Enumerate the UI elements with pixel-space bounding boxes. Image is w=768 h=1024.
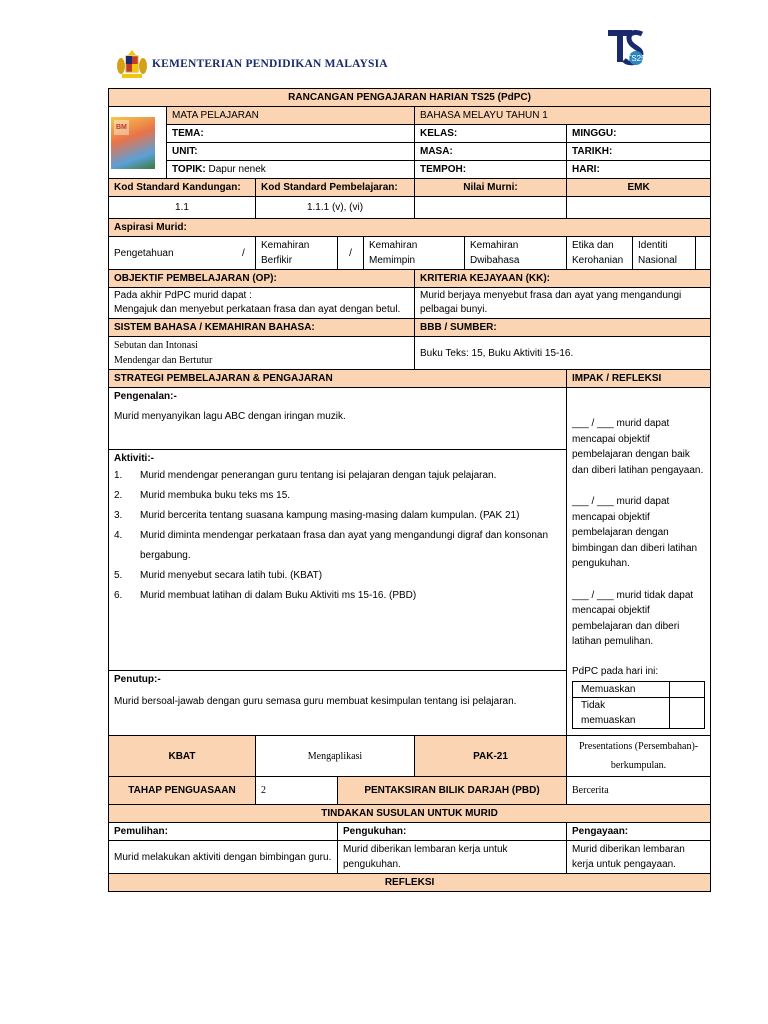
list-item: 5. Murid menyebut secara latih tubi. (KBAT) (114, 569, 323, 581)
topik-cell (167, 161, 415, 179)
nilai-murni-value (415, 197, 567, 219)
aspirasi-etika: Etika dan Kerohanian (567, 237, 633, 270)
list-item: 1. Murid mendengar penerangan guru tentang isi pelajaran dengan tajuk pelajaran. (114, 469, 497, 481)
tidak-memuaskan-checkbox[interactable] (670, 698, 705, 729)
impak-cell (567, 388, 711, 736)
objektif-label: OBJEKTIF PEMBELAJARAN (OP): (109, 270, 415, 288)
pemulihan-text: Murid melakukan aktiviti dengan bimbingan guru. (109, 841, 338, 874)
list-item: 6. Murid membuat latihan di dalam Buku Aktiviti ms 15-16. (PBD) (114, 589, 417, 601)
pengenalan-cell (109, 388, 567, 450)
aktiviti-cell (109, 449, 567, 671)
kod-pembelajaran-label: Kod Standard Pembelajaran: (256, 179, 415, 197)
objektif-line2: Mengajuk dan menyebut perkataan frasa dan ayat dengan betul. (114, 304, 401, 315)
mata-pelajaran-label: MATA PELAJARAN (167, 107, 415, 125)
objektif-line1: Pada akhir PdPC murid dapat : (114, 290, 252, 301)
kriteria-text: Murid berjaya menyebut frasa dan ayat yang mengandungi pelbagai bunyi. (415, 288, 711, 319)
tempoh-label: TEMPOH: (415, 161, 567, 179)
aspirasi-label: Aspirasi Murid: (109, 219, 711, 237)
pbd-label: PENTAKSIRAN BILIK DARJAH (PBD) (338, 777, 567, 805)
cover-cell (109, 107, 167, 179)
impak-baik: ___ / ___ murid dapat mencapai objektif pembelajaran dengan baik dan diberi latihan pengayaan. (572, 418, 704, 476)
pengenalan-text: Murid menyanyikan lagu ABC dengan iringan muzik. (114, 411, 346, 422)
aktiviti-list (114, 466, 561, 606)
sistem-line2: Mendengar dan Bertutur (114, 355, 213, 366)
list-item: 4. Murid diminta mendengar perkataan frasa dan ayat yang mengandungi digraf dan konsonan bergabung. (114, 529, 549, 561)
aktiviti-label: Aktiviti:- (114, 452, 154, 464)
penutup-cell (109, 671, 567, 736)
aspirasi-identiti: Identiti Nasional (633, 237, 696, 270)
cover-label: BM (114, 120, 129, 135)
ts25-logo-text: TS25 (626, 54, 646, 63)
pak21-label: PAK-21 (415, 736, 567, 777)
topik-label: TOPIK: (172, 164, 206, 175)
aspirasi-pengetahuan: Pengetahuan (109, 237, 256, 270)
kbat-label: KBAT (109, 736, 256, 777)
ts25-logo-icon (598, 22, 650, 74)
objektif-text (109, 288, 415, 319)
nilai-murni-label: Nilai Murni: (415, 179, 567, 197)
pemulihan-label: Pemulihan: (109, 823, 338, 841)
minggu-label: MINGGU: (567, 125, 711, 143)
emk-value (567, 197, 711, 219)
aspirasi-berfikir-mark: / (338, 237, 364, 270)
sistem-bahasa-label: SISTEM BAHASA / KEMAHIRAN BAHASA: (109, 319, 415, 337)
page-title: RANCANGAN PENGAJARAN HARIAN TS25 (PdPC) (109, 89, 711, 107)
emk-label: EMK (567, 179, 711, 197)
sistem-line1: Sebutan dan Intonasi (114, 340, 198, 351)
aspirasi-identiti-mark (696, 237, 711, 270)
impak-pemulihan: ___ / ___ murid tidak dapat mencapai objektif pembelajaran dan diberi latihan pemulihan. (572, 589, 694, 647)
pak21-value: Presentations (Persembahan)- berkumpulan. (567, 736, 711, 777)
kod-pembelajaran-value: 1.1.1 (v), (vi) (256, 197, 415, 219)
malaysia-crest-icon (116, 50, 148, 80)
pbd-value: Bercerita (567, 777, 711, 805)
kod-kandungan-value: 1.1 (109, 197, 256, 219)
tidak-memuaskan-option[interactable]: Tidak memuaskan (573, 698, 670, 729)
list-item: 2. Murid membuka buku teks ms 15. (114, 489, 291, 501)
tindakan-label: TINDAKAN SUSULAN UNTUK MURID (109, 805, 711, 823)
sistem-bahasa-text (109, 337, 415, 370)
impak-label: IMPAK / REFLEKSI (567, 370, 711, 388)
strategi-label: STRATEGI PEMBELAJARAN & PENGAJARAN (109, 370, 567, 388)
tema-label: TEMA: (167, 125, 415, 143)
tahap-value: 2 (256, 777, 338, 805)
bbb-label: BBB / SUMBER: (415, 319, 711, 337)
kbat-value: Mengaplikasi (256, 736, 415, 777)
aspirasi-memimpin: Kemahiran Memimpin (364, 237, 465, 270)
list-item: 3. Murid bercerita tentang suasana kampung masing-masing dalam kumpulan. (PAK 21) (114, 509, 520, 521)
kod-kandungan-label: Kod Standard Kandungan: (109, 179, 256, 197)
impak-pengukuhan: ___ / ___ murid dapat mencapai objektif pembelajaran dengan bimbingan dan diberi latihan pengukuhan. (572, 496, 698, 569)
bbb-text: Buku Teks: 15, Buku Aktiviti 15-16. (415, 337, 711, 370)
masa-label: MASA: (415, 143, 567, 161)
aspirasi-dwibahasa: Kemahiran Dwibahasa (465, 237, 567, 270)
mata-pelajaran-value: BAHASA MELAYU TAHUN 1 (415, 107, 711, 125)
refleksi-label: REFLEKSI (109, 874, 711, 892)
memuaskan-option[interactable]: Memuaskan (573, 682, 670, 698)
memuaskan-checkbox[interactable] (670, 682, 705, 698)
textbook-cover-image (111, 117, 155, 169)
pengenalan-label: Pengenalan:- (114, 391, 177, 402)
pengukuhan-text: Murid diberikan lembaran kerja untuk pengukuhan. (338, 841, 567, 874)
kriteria-label: KRITERIA KEJAYAAN (KK): (415, 270, 711, 288)
unit-label: UNIT: (167, 143, 415, 161)
aspirasi-berfikir: / Kemahiran Berfikir (256, 237, 338, 270)
pengayaan-text: Murid diberikan lembaran kerja untuk pengayaan. (567, 841, 711, 874)
penutup-text: Murid bersoal-jawab dengan guru semasa guru membuat kesimpulan tentang isi pelajaran. (114, 696, 517, 708)
ministry-name: KEMENTERIAN PENDIDIKAN MALAYSIA (152, 58, 388, 70)
tahap-label: TAHAP PENGUASAAN (109, 777, 256, 805)
tarikh-label: TARIKH: (567, 143, 711, 161)
pdpc-rating-table (572, 681, 705, 729)
penutup-label: Penutup:- (114, 674, 161, 686)
pengayaan-label: Pengayaan: (567, 823, 711, 841)
hari-label: HARI: (567, 161, 711, 179)
page-header (108, 28, 710, 84)
aspirasi-pengetahuan-mark: / (242, 248, 245, 259)
topik-value: Dapur nenek (208, 164, 266, 175)
rph-table (108, 88, 711, 892)
kelas-label: KELAS: (415, 125, 567, 143)
pdpc-label: PdPC pada hari ini: (572, 665, 659, 677)
pengukuhan-label: Pengukuhan: (338, 823, 567, 841)
